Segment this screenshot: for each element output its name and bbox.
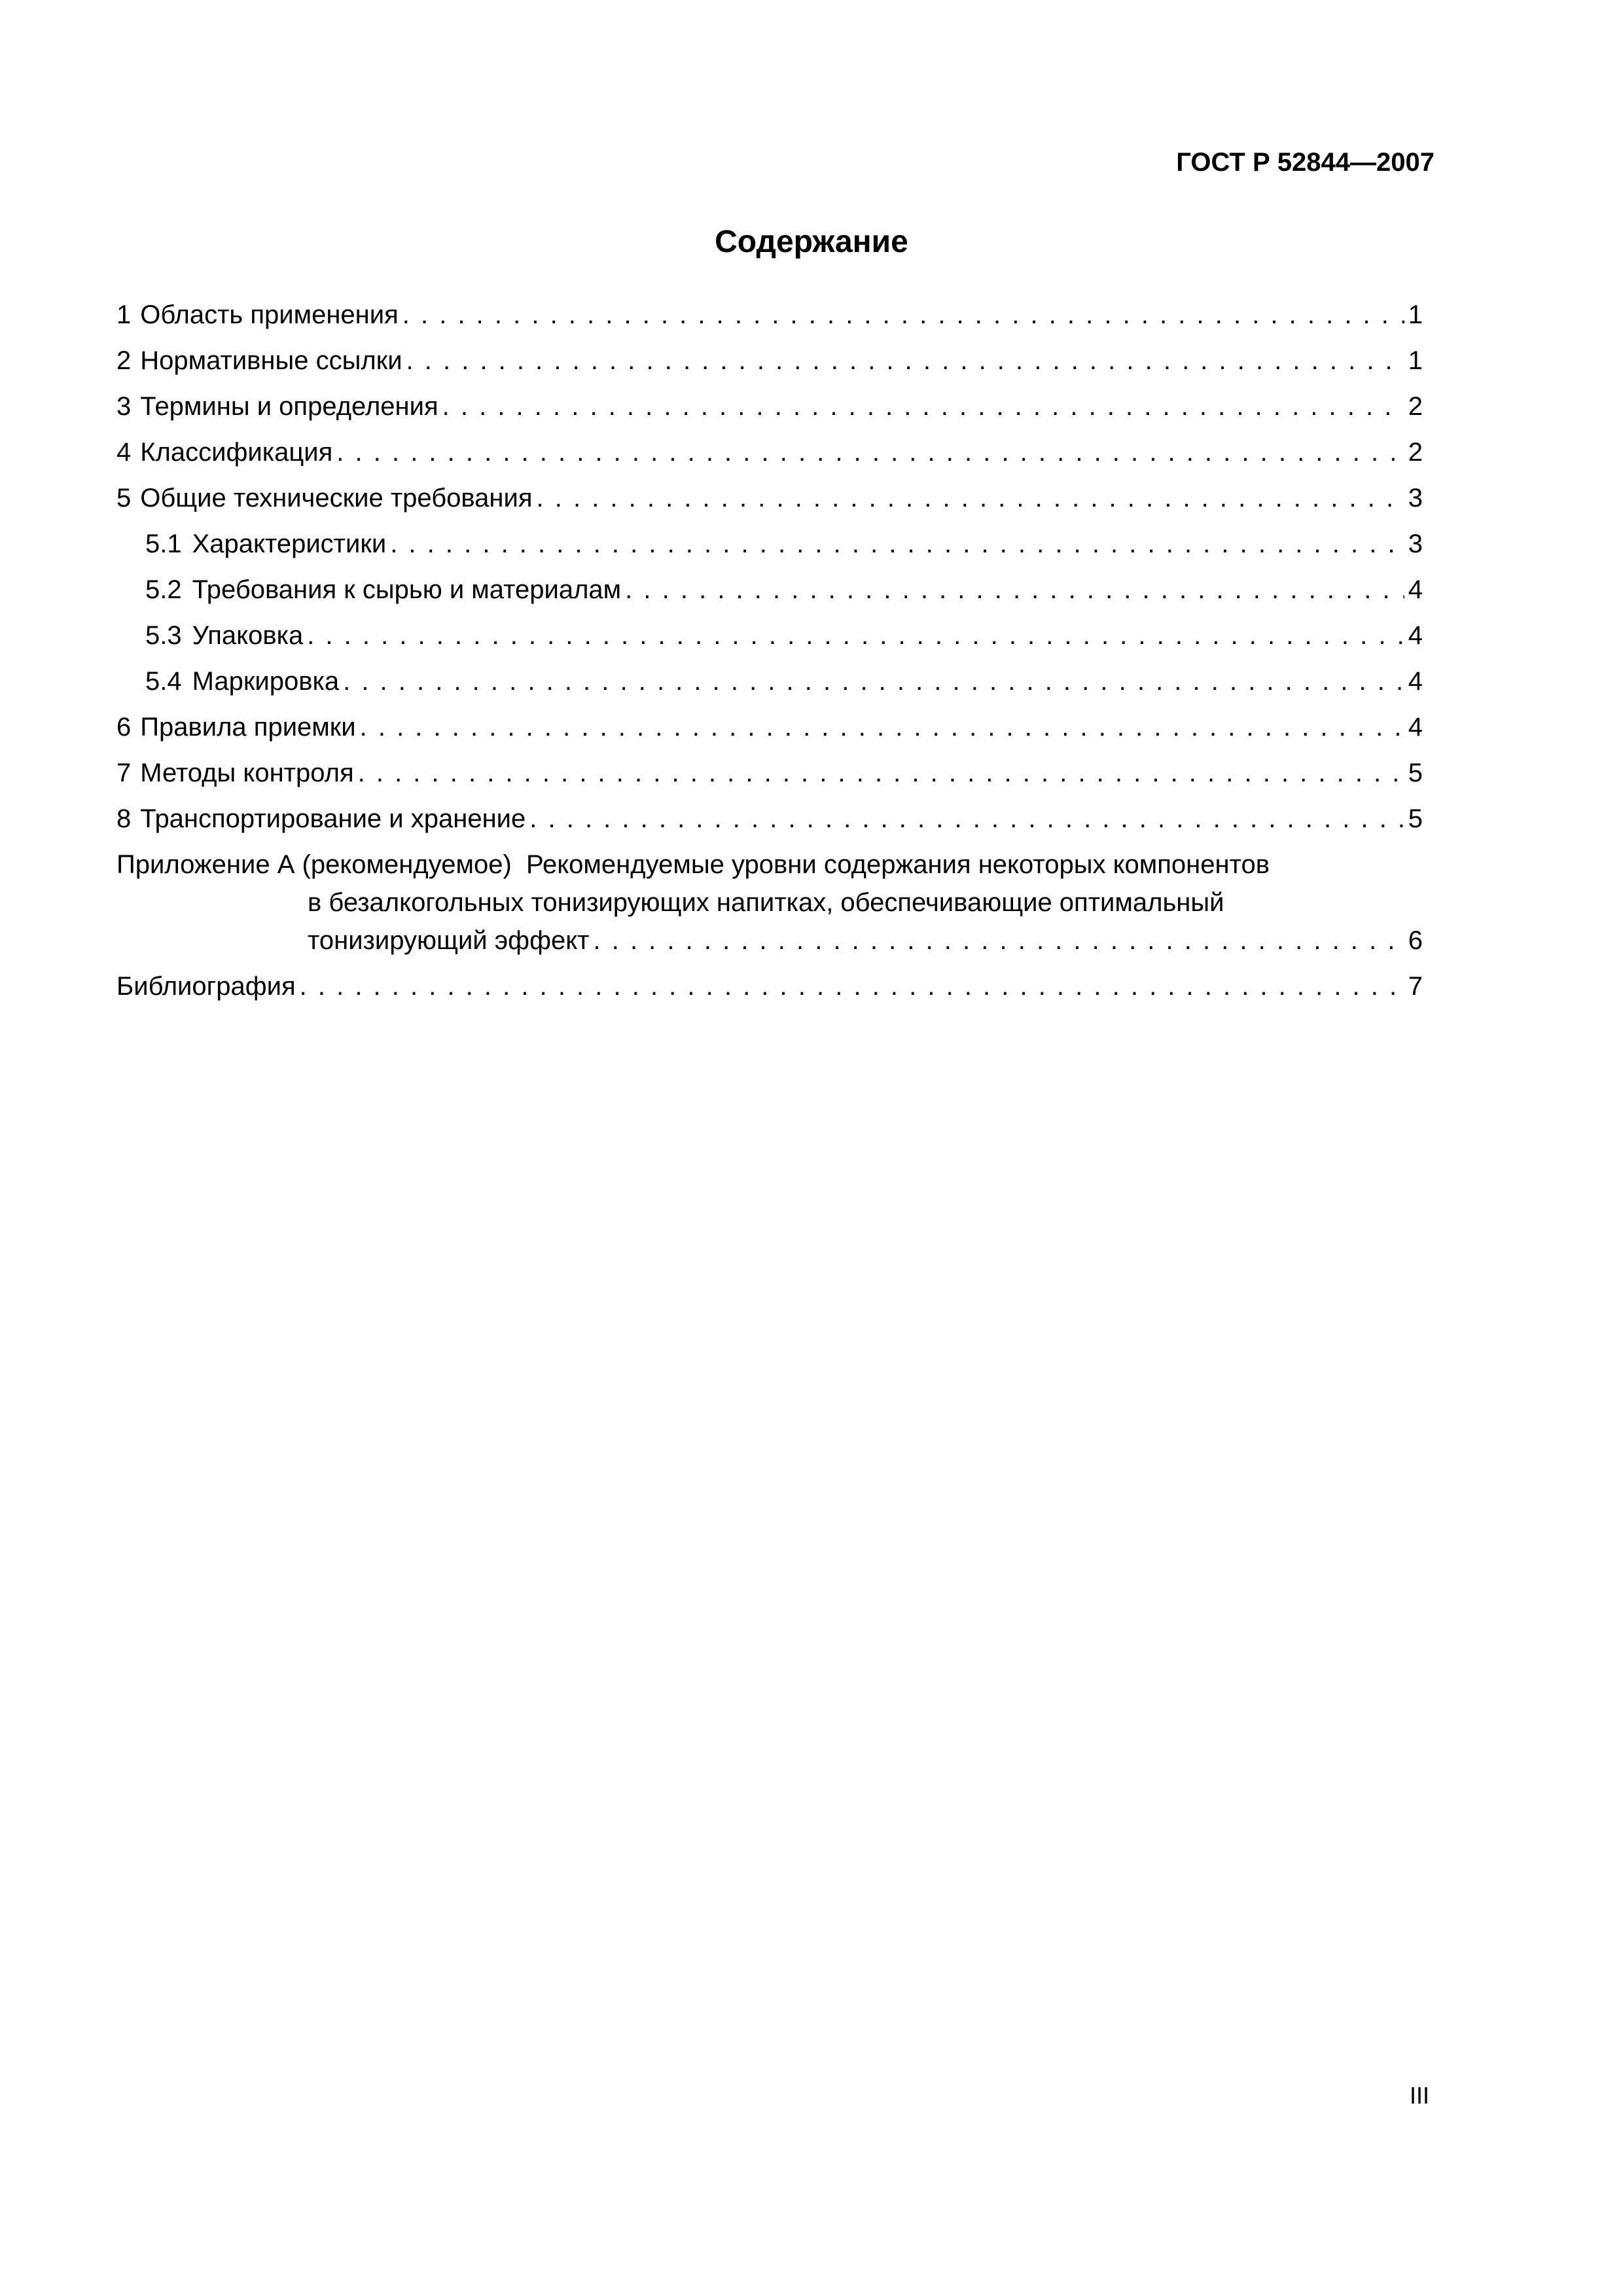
appendix-title-line-3: тонизирующий эффект <box>308 926 590 955</box>
toc-entry-number: 8 <box>116 804 132 833</box>
toc-entry-title: Транспортирование и хранение <box>140 804 526 833</box>
table-of-contents <box>116 296 1423 1013</box>
toc-entry-number: 5.4 <box>145 667 182 696</box>
toc-entry-page: 2 <box>1408 438 1423 467</box>
toc-entry-7[interactable] <box>116 754 1423 792</box>
toc-entry-title: Требования к сырью и материалам <box>192 575 622 604</box>
toc-entry-number: 7 <box>116 759 132 787</box>
dot-leader <box>307 617 1404 655</box>
toc-entry-number: 5 <box>116 484 132 512</box>
appendix-first-line <box>116 846 1423 884</box>
toc-entry-number: 5.2 <box>145 575 182 604</box>
dot-leader <box>529 800 1404 838</box>
toc-entry-number: 3 <box>116 392 132 421</box>
appendix-last-line <box>116 922 1423 960</box>
toc-entry-page: 4 <box>1408 713 1423 742</box>
toc-entry-bibliography[interactable] <box>116 967 1423 1005</box>
page-number: III <box>1409 2082 1429 2109</box>
toc-entry-title: Упаковка <box>192 621 304 650</box>
toc-entry-number: 2 <box>116 346 132 375</box>
toc-entry-page: 4 <box>1408 667 1423 696</box>
toc-entry-title: Термины и определения <box>140 392 438 421</box>
toc-entry-title: Общие технические требования <box>140 484 533 512</box>
toc-entry-number: 1 <box>116 300 132 329</box>
dot-leader <box>300 967 1404 1005</box>
toc-entry-1[interactable] <box>116 296 1423 334</box>
toc-entry-5-1[interactable] <box>116 525 1423 563</box>
appendix-label: Приложение А (рекомендуемое) <box>116 850 512 879</box>
appendix-title-line-1: Рекомендуемые уровни содержания некоторых компонентов <box>526 850 1270 879</box>
toc-entry-page: 4 <box>1408 621 1423 650</box>
toc-entry-title: Нормативные ссылки <box>140 346 402 375</box>
toc-entry-5-2[interactable] <box>116 571 1423 609</box>
dot-leader <box>402 296 1404 334</box>
toc-entry-title: Библиография <box>116 972 296 1001</box>
toc-entry-number: 6 <box>116 713 132 742</box>
toc-entry-title: Методы контроля <box>140 759 354 787</box>
toc-entry-number: 5.3 <box>145 621 182 650</box>
toc-entry-page: 2 <box>1408 392 1423 421</box>
dot-leader <box>343 662 1404 700</box>
toc-entry-number: 5.1 <box>145 529 182 558</box>
dot-leader <box>390 525 1404 563</box>
dot-leader <box>336 433 1404 471</box>
toc-entry-page: 5 <box>1408 804 1423 833</box>
dot-leader <box>406 342 1404 380</box>
toc-entry-title: Правила приемки <box>140 713 356 742</box>
appendix-title-line-2: в безалкогольных тонизирующих напитках, обеспечивающие оптимальный <box>308 888 1224 917</box>
toc-entry-title: Характеристики <box>192 529 387 558</box>
toc-entry-appendix-a[interactable] <box>116 846 1423 960</box>
toc-entry-page: 1 <box>1408 346 1423 375</box>
toc-entry-6[interactable] <box>116 708 1423 746</box>
toc-entry-page: 6 <box>1408 926 1423 955</box>
dot-leader <box>358 754 1404 792</box>
toc-entry-5-3[interactable] <box>116 617 1423 655</box>
toc-entry-page: 7 <box>1408 972 1423 1001</box>
dot-leader <box>442 387 1404 425</box>
toc-entry-page: 4 <box>1408 575 1423 604</box>
toc-entry-5[interactable] <box>116 479 1423 517</box>
toc-entry-page: 3 <box>1408 484 1423 512</box>
toc-entry-title: Область применения <box>140 300 399 329</box>
toc-entry-2[interactable] <box>116 342 1423 380</box>
toc-title: Содержание <box>715 224 908 259</box>
dot-leader <box>625 571 1404 609</box>
document-code: ГОСТ Р 52844—2007 <box>1176 148 1435 177</box>
toc-entry-5-4[interactable] <box>116 662 1423 700</box>
toc-entry-4[interactable] <box>116 433 1423 471</box>
toc-entry-title: Маркировка <box>192 667 340 696</box>
dot-leader <box>360 708 1404 746</box>
dot-leader <box>594 922 1404 960</box>
toc-entry-title: Классификация <box>140 438 333 467</box>
toc-entry-3[interactable] <box>116 387 1423 425</box>
toc-entry-page: 5 <box>1408 759 1423 787</box>
toc-entry-number: 4 <box>116 438 132 467</box>
dot-leader <box>537 479 1404 517</box>
toc-entry-page: 3 <box>1408 529 1423 558</box>
toc-entry-page: 1 <box>1408 300 1423 329</box>
toc-entry-8[interactable] <box>116 800 1423 838</box>
